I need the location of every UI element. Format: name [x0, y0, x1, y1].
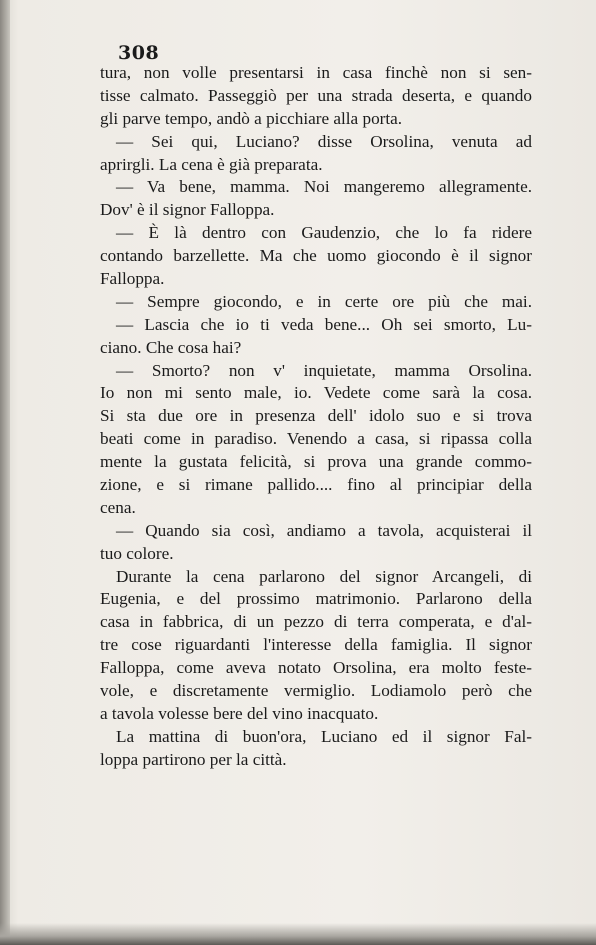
text-line: mente la gustata felicità, si prova una grande commo-: [100, 452, 532, 472]
text-line: Si sta due ore in presenza dell' idolo suo e si trova: [100, 406, 532, 426]
text-line: — Va bene, mamma. Noi mangeremo allegramente.: [116, 177, 532, 197]
text-line: Falloppa.: [100, 269, 165, 289]
text-line: — È là dentro con Gaudenzio, che lo fa ridere: [116, 223, 532, 243]
text-line: Dov' è il signor Falloppa.: [100, 200, 275, 220]
text-line: — Sempre giocondo, e in certe ore più che mai.: [116, 291, 532, 311]
text-line: loppa partirono per la città.: [100, 749, 287, 769]
text-line: zione, e si rimane pallido.... fino al principiar della: [100, 475, 532, 495]
text-line: Eugenia, e del prossimo matrimonio. Parlarono della: [100, 589, 532, 609]
text-line: a tavola volesse bere del vino inacquato.: [100, 703, 379, 723]
text-line: Durante la cena parlarono del signor Arcangeli, di: [116, 566, 532, 586]
text-line: — Smorto? non v' inquietate, mamma Orsolina.: [116, 360, 532, 380]
text-line: beati come in paradiso. Venendo a casa, si ripassa colla: [100, 429, 532, 449]
text-line: contando barzellette. Ma che uomo giocondo è il signor: [100, 246, 532, 266]
text-line: — Quando sia così, andiamo a tavola, acquisterai il: [116, 520, 532, 540]
text-line: tuo colore.: [100, 543, 174, 563]
text-line: ciano. Che cosa hai?: [100, 337, 242, 357]
text-line: Falloppa, come aveva notato Orsolina, era molto feste-: [100, 658, 532, 678]
text-line: tura, non volle presentarsi in casa finchè non si sen-: [100, 63, 532, 82]
text-line: Io non mi sento male, io. Vedete come sarà la cosa.: [100, 383, 532, 403]
text-line: aprirgli. La cena è già preparata.: [100, 154, 323, 174]
page-bottom-edge: [0, 923, 596, 945]
body-text: [100, 62, 532, 772]
text-line: vole, e discretamente vermiglio. Lodiamolo però che: [100, 681, 532, 701]
text-line: gli parve tempo, andò a picchiare alla porta.: [100, 108, 403, 128]
text-line: cena.: [100, 497, 136, 517]
text-line: casa in fabbrica, di un pezzo di terra comperata, e d'al-: [100, 612, 532, 632]
text-line: La mattina di buon'ora, Luciano ed il signor Fal-: [116, 726, 532, 746]
text-line: tisse calmato. Passeggiò per una strada deserta, e quando: [100, 85, 532, 105]
text-line: — Sei qui, Luciano? disse Orsolina, venuta ad: [116, 131, 532, 151]
text-line: — Lascia che io ti veda bene... Oh sei smorto, Lu-: [116, 314, 532, 334]
text-line: tre cose riguardanti l'interesse della famiglia. Il signor: [100, 635, 532, 655]
page-number: 308: [118, 42, 160, 64]
binding-edge: [0, 0, 10, 945]
